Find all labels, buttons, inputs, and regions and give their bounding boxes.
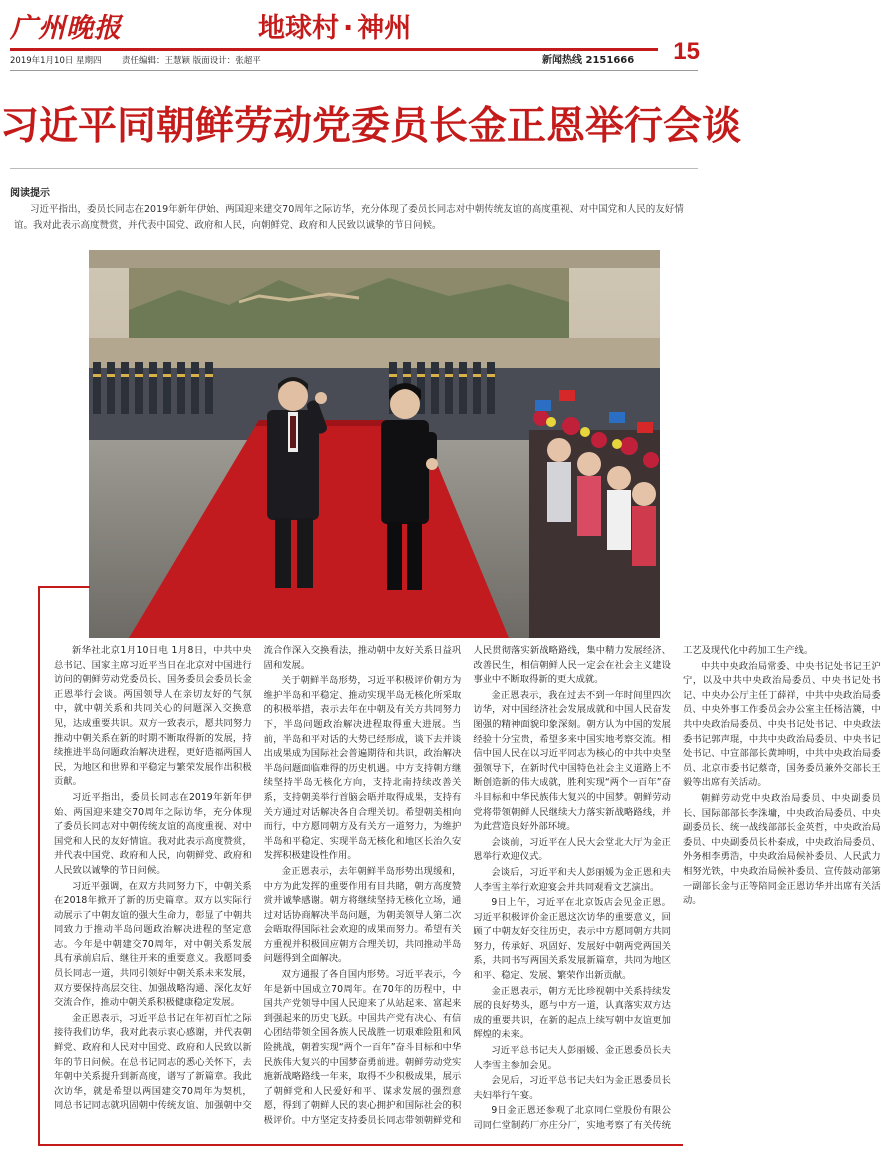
section-title-a: 地球村 — [258, 13, 339, 44]
masthead-rule — [10, 48, 658, 51]
article-paragraph: 双方通报了各自国内形势。习近平表示，今年是新中国成立70周年。在70年的历程中，中国共产党领导中国人民迎来了从站起来、富起来到强起来的历史飞跃。中国共产党有决心、有信心团结带领全国各族人民战胜一切艰难险阻和风险挑战，朝着实现“两个一百年”奋斗目标和中华民族伟大复兴的中国梦奋勇前进。朝鲜劳动党实施新战略路线一年来，取得不少积极成果，展示了朝鲜党和人民爱好和平、谋求发展的强烈意愿，得到了朝鲜人民的衷心拥护和国际社会的积极评价。中方坚定支持委员长同志带领朝鲜党和人民贯彻落实新战略路线，集中精力发展经济、改善民生，相信朝鲜人民一定会在社会主义建设事业中不断取得新的更大成就。 — [263, 645, 671, 1126]
article-body — [54, 644, 881, 1138]
section-separator: · — [343, 13, 354, 44]
page-number: 15 — [673, 38, 700, 65]
headline: 习近平同朝鲜劳动党委员长金正恩举行会谈 — [0, 104, 742, 149]
guide-text: 习近平指出，委员长同志在2019年新年伊始、两国迎来建交70周年之际访华，充分体现了委员长同志对中朝传统友谊的高度重视、对中国党和人民的友好情谊。我对此表示高度赞赏，并代表中国党、政府和人民，向朝鲜党、政府和人民致以诚挚的节日问候。 — [14, 204, 684, 231]
article-frame-left — [38, 586, 40, 1146]
article-paragraph: 朝鲜劳动党中央政治局委员、中央副委员长、国际部部长李洙墉，中央政治局委员、中央副委员长、统一战线部部长金英哲，中央政治局委员、中央副委员长朴泰成，中央政治局委员、外务相李勇浩，中央政治局候补委员、人民武力相努光铁，中央政治局候补委员、宣传鼓动部第一副部长金与正等陪同金正恩访华并出席有关活动。 — [682, 792, 881, 907]
article-paragraph: 会见后，习近平总书记夫妇为金正恩委员长夫妇举行午宴。 — [473, 1075, 671, 1101]
editor-credits: 责任编辑：王慧颖 版面设计：张超平 — [122, 56, 261, 66]
article-frame-bottom — [38, 1144, 683, 1146]
article-paragraph: 习近平总书记夫人彭丽媛、金正恩委员长夫人李雪主参加会见。 — [473, 1045, 671, 1071]
issue-date: 2019年1月10日 星期四 — [10, 56, 102, 66]
article-paragraph: 金正恩表示，朝方无比珍视朝中关系持续发展的良好势头，愿与中方一道，认真落实双方达成的重要共识，在新的起点上续写朝中友谊更加辉煌的未来。 — [473, 985, 671, 1041]
article-paragraph: 会谈前，习近平在人民大会堂北大厅为金正恩举行欢迎仪式。 — [473, 836, 671, 863]
guide-label: 阅读提示 — [10, 188, 50, 199]
info-rule — [10, 70, 698, 71]
newspaper-logo: 广州晚报 — [10, 13, 122, 44]
article-paragraph: 会谈后，习近平和夫人彭丽媛为金正恩和夫人李雪主举行欢迎宴会并共同观看文艺演出。 — [473, 866, 671, 893]
news-hotline: 新闻热线 2151666 — [542, 55, 635, 66]
article-paragraph: 新华社北京1月10日电 1月8日，中共中央总书记、国家主席习近平当日在北京对中国进行访问的朝鲜劳动党委员长、国务委员会委员长金正恩举行会谈。两国领导人在亲切友好的气氛中，就中朝关系和共同关心的问题深入交换意见，达成重要共识。双方一致表示，愿共同努力推动中朝关系在新的时期不断取得新的发展，持续推进半岛问题政治解决进程，更好造福两国人民，为地区和世界和平稳定与繁荣发展作出积极贡献。 — [54, 645, 252, 788]
article-paragraph: 关于朝鲜半岛形势，习近平积极评价朝方为维护半岛和平稳定、推动实现半岛无核化所采取的积极举措，表示去年在中朝及有关方共同努力下，半岛问题政治解决进程取得重大进展。当前，半岛和平对话的大势已经形成，谈下去并谈出成果成为国际社会普遍期待和共识，政治解决半岛问题面临难得的历史机遇。中方支持朝方继续坚持半岛无核化方向，支持北南持续改善关系，支持朝美举行首脑会晤并取得成果，支持有关方通过对话解决各自合理关切。希望朝美相向而行，中方愿同朝方及有关方一道努力，为维护半岛和平稳定、实现半岛无核化和地区长治久安发挥积极建设性作用。 — [263, 675, 462, 862]
article-paragraph: 金正恩表示，去年朝鲜半岛形势出现缓和，中方为此发挥的重要作用有目共睹，朝方高度赞赏并诚挚感谢。朝方将继续坚持无核化立场，通过对话协商解决半岛问题，为朝美领导人第二次会晤取得国际社会欢迎的成果而努力。希望有关方重视并积极回应朝方合理关切，共同推动半岛问题得到全面解决。 — [263, 865, 462, 965]
section-title — [258, 12, 438, 46]
article-paragraph: 习近平强调，在双方共同努力下，中朝关系在2018年掀开了新的历史篇章。双方以实际行动展示了中朝友谊的强大生命力，彰显了中朝共同致力于推动半岛问题政治解决进程的坚定意志。今年是中朝建交70周年，对中朝关系发展具有承前启后、继往开来的重要意义。我愿同委员长同志一道，共同引领好中朝关系未来发展，双方要保持高层交往、加强战略沟通、深化友好交流合作，推动中朝关系积极健康稳定发展。 — [54, 880, 252, 1009]
article-paragraph: 金正恩表示，我在过去不到一年时间里四次访华，对中国经济社会发展成就和中国人民奋发图强的精神面貌印象深刻。朝方认为中国的发展经验十分宝贵，希望多来中国实地考察交流。相信中国人民在以习近平同志为核心的中共中央坚强领导下，在新时代中国特色社会主义道路上不断创造新的伟大成就，胜利实现“两个一百年”奋斗目标和中华民族伟大复兴的中国梦。朝鲜劳动党将带领朝鲜人民继续大力落实新战略路线，并为此营造良好外部环境。 — [473, 689, 671, 833]
news-photo-illustration — [89, 250, 660, 638]
info-bar — [10, 54, 670, 68]
section-title-b: 神州 — [357, 13, 412, 44]
article-frame-top-left — [38, 586, 90, 588]
news-photo — [89, 250, 660, 638]
article-paragraph: 9日上午，习近平在北京饭店会见金正恩。习近平积极评价金正恩这次访华的重要意义，回顾了中朝友好交往历史，表示中方愿同朝方共同努力，传承好、巩固好、发展好中朝两党两国关系，共同书写两国关系发展新篇章，共同为地区和平、稳定、发展、繁荣作出新贡献。 — [473, 897, 671, 982]
article-paragraph: 9日金正恩还参观了北京同仁堂股份有限公司同仁堂制药厂亦庄分厂，实地考察了有关传统工艺及现代化中药加工生产线。 — [473, 645, 814, 1131]
article-paragraph: 习近平指出，委员长同志在2019年新年伊始、两国迎来建交70周年之际访华，充分体现了委员长同志对中朝传统友谊的高度重视、对中国党和人民的友好情谊。我对此表示高度赞赏，并代表中国党、政府和人民，向朝鲜党、政府和人民致以诚挚的节日问候。 — [54, 791, 252, 876]
article-paragraph: 金正恩表示，习近平总书记在年初百忙之际接待我们访华，我对此表示衷心感谢，并代表朝鲜党、政府和人民对中国党、政府和人民致以新年的节日问候。在总书记同志的悉心关怀下，去年朝中关系提升到新高度，谱写了新篇章。我此次访华，就是希望以两国建交70周年为契机，同总书记同志就巩固朝中传统友谊、加强朝中交流合作深入交换看法，推动朝中友好关系日益巩固和发展。 — [54, 645, 462, 1112]
article-paragraph: 中共中央政治局常委、中央书记处书记王沪宁，以及中共中央政治局委员、中央书记处书记、中央办公厅主任丁薛祥，中共中央政治局委员、中央外事工作委员会办公室主任杨洁篪，中共中央政治局委员、中央书记处书记、中央政法委书记郭声琨，中共中央政治局委员、中央书记处书记、中宣部部长黄坤明，中共中央政治局委员、北京市委书记蔡奇，国务委员兼外交部长王毅等出席有关活动。 — [682, 660, 881, 789]
headline-rule — [10, 168, 698, 169]
